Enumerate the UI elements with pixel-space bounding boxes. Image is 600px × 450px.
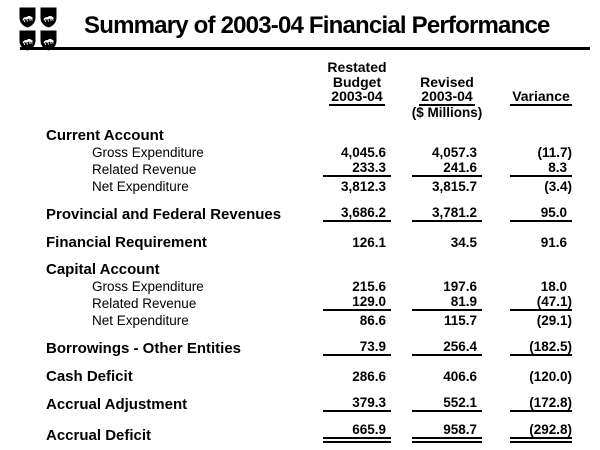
row-label: Capital Account bbox=[46, 261, 160, 278]
value-revised: 552.1 bbox=[443, 395, 477, 410]
value-revised: 406.6 bbox=[443, 369, 477, 384]
title-divider bbox=[20, 47, 590, 50]
value-revised: 241.6 bbox=[443, 160, 477, 175]
value-variance: (120.0) bbox=[529, 369, 572, 384]
value-variance: 95.0 bbox=[540, 205, 567, 220]
table-row bbox=[0, 204, 600, 222]
row-label: Gross Expenditure bbox=[92, 145, 204, 160]
header-revised-year: 2003-04 bbox=[421, 88, 473, 104]
header-variance: Variance bbox=[512, 88, 570, 104]
masthead bbox=[0, 0, 600, 47]
row-label: Related Revenue bbox=[92, 296, 197, 311]
table-row bbox=[0, 311, 600, 328]
table-row bbox=[0, 232, 600, 250]
row-label: Financial Requirement bbox=[46, 234, 207, 251]
table-row bbox=[0, 259, 600, 277]
table-row bbox=[0, 420, 600, 443]
value-restated-budget: 126.1 bbox=[352, 235, 386, 250]
value-restated-budget: 86.6 bbox=[359, 313, 386, 328]
row-label: Accrual Adjustment bbox=[46, 396, 188, 413]
header-line-2 bbox=[0, 74, 600, 89]
value-restated-budget: 233.3 bbox=[352, 160, 386, 175]
header-restated-year: 2003-04 bbox=[331, 88, 383, 104]
value-variance: (182.5) bbox=[529, 339, 572, 354]
value-restated-budget: 3,686.2 bbox=[340, 205, 386, 220]
row-label: Gross Expenditure bbox=[92, 279, 204, 294]
value-revised: 3,781.2 bbox=[431, 205, 477, 220]
value-revised: 4,057.3 bbox=[431, 145, 477, 160]
value-revised: 34.5 bbox=[450, 235, 477, 250]
table-row bbox=[0, 125, 600, 143]
value-revised: 197.6 bbox=[443, 279, 477, 294]
value-variance: (292.8) bbox=[529, 422, 572, 437]
header-revised: Revised bbox=[420, 74, 474, 90]
value-revised: 3,815.7 bbox=[431, 179, 477, 194]
table-row bbox=[0, 177, 600, 194]
table-row bbox=[0, 294, 600, 311]
row-label: Cash Deficit bbox=[46, 368, 133, 385]
value-restated-budget: 286.6 bbox=[352, 369, 386, 384]
row-label: Accrual Deficit bbox=[46, 427, 152, 444]
value-variance: (172.8) bbox=[529, 395, 572, 410]
financial-table bbox=[0, 59, 600, 443]
header-line-4 bbox=[0, 106, 600, 120]
table-row bbox=[0, 338, 600, 356]
table-row bbox=[0, 394, 600, 412]
row-label: Provincial and Federal Revenues bbox=[46, 206, 282, 223]
value-restated-budget: 665.9 bbox=[352, 422, 386, 437]
header-line-1 bbox=[0, 59, 600, 74]
value-restated-budget: 129.0 bbox=[352, 294, 386, 309]
header-units-note: ($ Millions) bbox=[411, 105, 483, 120]
row-label: Related Revenue bbox=[92, 162, 197, 177]
value-variance: (11.7) bbox=[537, 145, 572, 160]
value-revised: 81.9 bbox=[450, 294, 477, 309]
value-revised: 256.4 bbox=[443, 339, 477, 354]
table-header bbox=[0, 59, 600, 120]
row-label: Borrowings - Other Entities bbox=[46, 340, 242, 357]
table-row bbox=[0, 160, 600, 177]
row-label: Current Account bbox=[46, 127, 164, 144]
value-revised: 958.7 bbox=[443, 422, 477, 437]
value-restated-budget: 3,812.3 bbox=[340, 179, 386, 194]
row-label: Net Expenditure bbox=[92, 179, 189, 194]
value-restated-budget: 4,045.6 bbox=[340, 145, 386, 160]
value-variance: 8.3 bbox=[548, 160, 567, 175]
header-budget: Budget bbox=[332, 74, 382, 90]
value-variance: (3.4) bbox=[544, 179, 572, 194]
page-title: Summary of 2003-04 Financial Performance bbox=[84, 12, 550, 39]
value-revised: 115.7 bbox=[443, 313, 477, 328]
value-variance: 18.0 bbox=[540, 279, 567, 294]
value-restated-budget: 379.3 bbox=[352, 395, 386, 410]
header-restated: Restated bbox=[327, 59, 387, 75]
value-restated-budget: 215.6 bbox=[352, 279, 386, 294]
value-restated-budget: 73.9 bbox=[359, 339, 386, 354]
table-body bbox=[0, 125, 600, 443]
value-variance: (29.1) bbox=[536, 313, 572, 328]
value-variance: 91.6 bbox=[540, 235, 567, 250]
coat-of-arms-icon bbox=[18, 6, 58, 52]
value-variance: (47.1) bbox=[536, 294, 572, 309]
header-line-3 bbox=[0, 89, 600, 106]
table-row bbox=[0, 366, 600, 384]
row-label: Net Expenditure bbox=[92, 313, 189, 328]
